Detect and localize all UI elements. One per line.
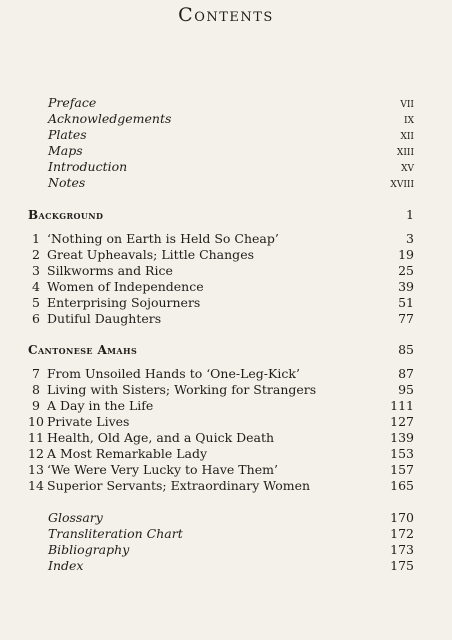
toc-chapter: [28, 366, 414, 382]
chapter-number: 5: [32, 295, 40, 310]
chapter-title: Great Upheavals; Little Changes: [47, 247, 255, 262]
chapter-number: 7: [32, 366, 40, 381]
toc-entry-transliteration-chart: [28, 526, 414, 542]
chapter-page: 111: [390, 398, 414, 413]
chapter-page: 25: [398, 263, 414, 278]
entry-page: vii: [400, 95, 414, 110]
toc-chapter: [28, 398, 414, 414]
chapter-number: 4: [32, 279, 40, 294]
part-label: Background: [28, 208, 104, 222]
chapter-number: 14: [28, 478, 44, 493]
chapter-number: 13: [28, 462, 44, 477]
entry-page: xv: [401, 159, 414, 174]
toc-chapter: [28, 430, 414, 446]
chapter-title: Living with Sisters; Working for Strangers: [47, 382, 317, 397]
chapter-page: 39: [398, 279, 414, 294]
chapter-title: A Most Remarkable Lady: [47, 446, 208, 461]
chapter-number: 6: [32, 311, 40, 326]
chapter-title: Health, Old Age, and a Quick Death: [47, 430, 275, 445]
entry-label: Maps: [48, 143, 83, 158]
entry-page: ix: [404, 111, 414, 126]
chapter-page: 77: [398, 311, 414, 326]
entry-label: Glossary: [48, 510, 103, 525]
page-title: Contents: [178, 4, 274, 26]
chapter-title: From Unsoiled Hands to ‘One-Leg-Kick’: [47, 366, 300, 381]
toc-chapter: [28, 231, 414, 247]
entry-page: 175: [390, 558, 414, 573]
part-page: 85: [398, 342, 414, 357]
chapter-number: 8: [32, 382, 40, 397]
chapter-page: 165: [390, 478, 414, 493]
toc-chapter: [28, 279, 414, 295]
chapter-number: 2: [32, 247, 40, 262]
toc-part-background: [28, 207, 414, 223]
chapter-page: 19: [398, 247, 414, 262]
toc-chapter: [28, 311, 414, 327]
chapter-page: 139: [390, 430, 414, 445]
chapter-page: 95: [398, 382, 414, 397]
entry-page: xviii: [390, 175, 414, 190]
toc-chapter: [28, 478, 414, 494]
chapter-number: 11: [28, 430, 44, 445]
entry-page: 172: [390, 526, 414, 541]
chapter-page: 127: [390, 414, 414, 429]
toc-entry-index: [28, 558, 414, 574]
entry-page: 173: [390, 542, 414, 557]
toc-chapter: [28, 247, 414, 263]
toc-entry-plates: [28, 127, 414, 143]
entry-label: Notes: [48, 175, 86, 190]
chapter-page: 157: [390, 462, 414, 477]
toc-entry-maps: [28, 143, 414, 159]
chapter-page: 51: [398, 295, 414, 310]
chapter-title: Private Lives: [47, 414, 130, 429]
chapter-page: 3: [406, 231, 414, 246]
toc-chapter: [28, 414, 414, 430]
chapter-number: 9: [32, 398, 40, 413]
toc-chapter: [28, 263, 414, 279]
entry-label: Index: [48, 558, 84, 573]
chapter-title: Superior Servants; Extraordinary Women: [47, 478, 311, 493]
chapter-title: Silkworms and Rice: [47, 263, 173, 278]
toc-chapter: [28, 295, 414, 311]
toc-chapter: [28, 462, 414, 478]
chapter-title: ‘We Were Very Lucky to Have Them’: [47, 462, 278, 477]
entry-label: Preface: [48, 95, 97, 110]
toc-part-cantonese-amahs: [28, 342, 414, 358]
toc-entry-acknowledgements: [28, 111, 414, 127]
entry-page: xii: [400, 127, 414, 142]
chapter-number: 12: [28, 446, 44, 461]
chapter-title: ‘Nothing on Earth is Held So Cheap’: [47, 231, 279, 246]
part-label: Cantonese Amahs: [28, 343, 138, 357]
toc-entry-bibliography: [28, 542, 414, 558]
entry-label: Acknowledgements: [48, 111, 172, 126]
entry-label: Transliteration Chart: [48, 526, 183, 541]
chapter-title: Enterprising Sojourners: [47, 295, 201, 310]
toc-chapter: [28, 446, 414, 462]
toc-entry-glossary: [28, 510, 414, 526]
entry-label: Bibliography: [48, 542, 130, 557]
toc-entry-preface: [28, 95, 414, 111]
toc-entry-notes: [28, 175, 414, 191]
part-page: 1: [406, 207, 414, 222]
chapter-page: 153: [390, 446, 414, 461]
entry-page: 170: [390, 510, 414, 525]
chapter-number: 10: [28, 414, 44, 429]
entry-page: xiii: [396, 143, 414, 158]
chapter-title: Women of Independence: [47, 279, 204, 294]
chapter-number: 3: [32, 263, 40, 278]
chapter-number: 1: [32, 231, 40, 246]
chapter-title: Dutiful Daughters: [47, 311, 162, 326]
toc-chapter: [28, 382, 414, 398]
entry-label: Plates: [48, 127, 87, 142]
entry-label: Introduction: [48, 159, 128, 174]
chapter-page: 87: [398, 366, 414, 381]
toc-entry-introduction: [28, 159, 414, 175]
chapter-title: A Day in the Life: [47, 398, 154, 413]
